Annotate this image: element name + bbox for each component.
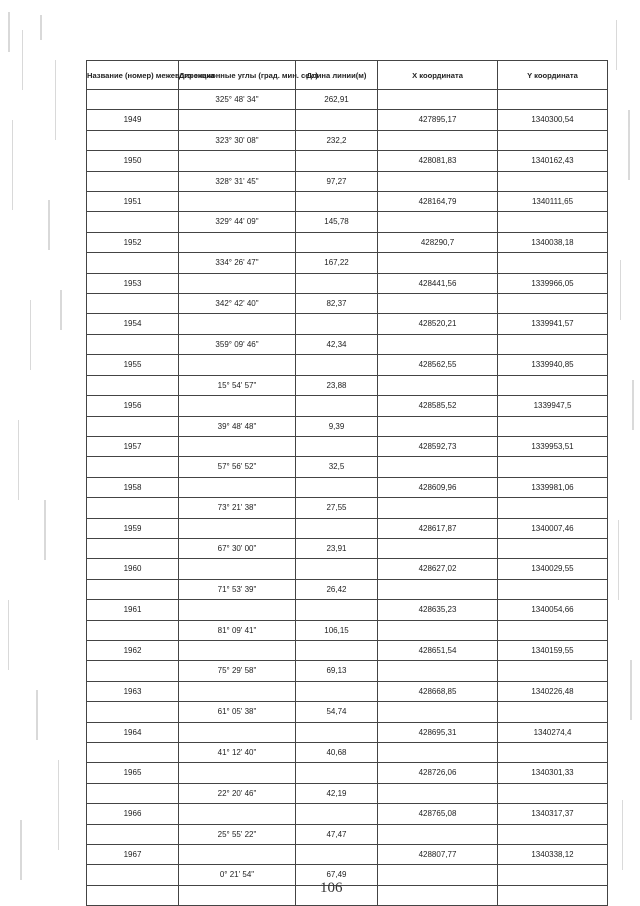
segment-row xyxy=(87,538,608,558)
line-length-cell: 47,47 xyxy=(296,824,378,844)
segment-row xyxy=(87,783,608,803)
line-length-cell-empty xyxy=(296,436,378,456)
x-coordinate-cell: 427895,17 xyxy=(378,110,498,130)
mark-name-cell-empty xyxy=(87,579,179,599)
mark-name-cell-empty xyxy=(87,620,179,640)
mark-name-cell: 1960 xyxy=(87,559,179,579)
table-header-row xyxy=(87,61,608,90)
x-coordinate-cell-empty xyxy=(378,865,498,885)
mark-name-cell-empty xyxy=(87,212,179,232)
table-row xyxy=(87,885,608,905)
y-coordinate-cell: 1340029,55 xyxy=(498,559,608,579)
line-length-cell: 262,91 xyxy=(296,90,378,110)
direction-angle-cell: 323° 30' 08" xyxy=(179,130,296,150)
y-coordinate-cell-empty xyxy=(498,579,608,599)
direction-angle-cell: 81° 09' 41" xyxy=(179,620,296,640)
direction-angle-cell: 75° 29' 58" xyxy=(179,661,296,681)
x-coordinate-cell-empty xyxy=(378,294,498,314)
line-length-cell-empty xyxy=(296,314,378,334)
mark-name-cell: 1961 xyxy=(87,600,179,620)
mark-name-cell: 1953 xyxy=(87,273,179,293)
table-row xyxy=(87,640,608,660)
direction-angle-cell: 22° 20' 46" xyxy=(179,783,296,803)
y-coordinate-cell: 1340301,33 xyxy=(498,763,608,783)
line-length-cell: 9,39 xyxy=(296,416,378,436)
mark-name-cell: 1967 xyxy=(87,845,179,865)
header-x-coordinate: Х координата xyxy=(378,61,498,90)
line-length-cell: 232,2 xyxy=(296,130,378,150)
x-coordinate-cell-empty xyxy=(378,375,498,395)
direction-angle-cell: 15° 54' 57" xyxy=(179,375,296,395)
line-length-cell-empty xyxy=(296,151,378,171)
y-coordinate-cell-empty xyxy=(498,824,608,844)
x-coordinate-cell: 428592,73 xyxy=(378,436,498,456)
mark-name-cell-empty xyxy=(87,702,179,722)
mark-name-cell: 1957 xyxy=(87,436,179,456)
table-row xyxy=(87,273,608,293)
segment-row xyxy=(87,824,608,844)
segment-row xyxy=(87,253,608,273)
direction-angle-cell-empty xyxy=(179,110,296,130)
line-length-cell: 27,55 xyxy=(296,498,378,518)
direction-angle-cell: 328° 31' 45" xyxy=(179,171,296,191)
y-coordinate-cell-empty xyxy=(498,661,608,681)
line-length-cell: 97,27 xyxy=(296,171,378,191)
x-coordinate-cell: 428441,56 xyxy=(378,273,498,293)
y-coordinate-cell xyxy=(498,885,608,905)
mark-name-cell-empty xyxy=(87,171,179,191)
table-row xyxy=(87,90,608,110)
line-length-cell-empty xyxy=(296,845,378,865)
mark-name-cell: 1955 xyxy=(87,355,179,375)
direction-angle-cell-empty xyxy=(179,436,296,456)
y-coordinate-cell: 1340274,4 xyxy=(498,722,608,742)
x-coordinate-cell: 428807,77 xyxy=(378,845,498,865)
table-row xyxy=(87,110,608,130)
mark-name-cell-empty xyxy=(87,375,179,395)
boundary-marks-table xyxy=(86,60,608,906)
direction-angle-cell: 61° 05' 38" xyxy=(179,702,296,722)
segment-row xyxy=(87,865,608,885)
x-coordinate-cell-empty xyxy=(378,498,498,518)
line-length-cell-empty xyxy=(296,110,378,130)
x-coordinate-cell: 428562,55 xyxy=(378,355,498,375)
x-coordinate-cell-empty xyxy=(378,457,498,477)
mark-name-cell-empty xyxy=(87,661,179,681)
direction-angle-cell: 325° 48' 34" xyxy=(179,90,296,110)
table-row xyxy=(87,763,608,783)
direction-angle-cell-empty xyxy=(179,722,296,742)
table-row xyxy=(87,845,608,865)
direction-angle-cell: 359° 09' 46" xyxy=(179,334,296,354)
x-coordinate-cell: 428726,06 xyxy=(378,763,498,783)
y-coordinate-cell: 1340300,54 xyxy=(498,110,608,130)
line-length-cell: 145,78 xyxy=(296,212,378,232)
direction-angle-cell-empty xyxy=(179,314,296,334)
direction-angle-cell-empty xyxy=(179,763,296,783)
segment-row xyxy=(87,743,608,763)
direction-angle-cell-empty xyxy=(179,600,296,620)
line-length-cell-empty xyxy=(296,559,378,579)
mark-name-cell: 1965 xyxy=(87,763,179,783)
line-length-cell: 23,91 xyxy=(296,538,378,558)
direction-angle-cell: 73° 21' 38" xyxy=(179,498,296,518)
table-row xyxy=(87,232,608,252)
segment-row xyxy=(87,130,608,150)
y-coordinate-cell: 1340338,12 xyxy=(498,845,608,865)
y-coordinate-cell: 1340038,18 xyxy=(498,232,608,252)
mark-name-cell-empty xyxy=(87,253,179,273)
table-row xyxy=(87,559,608,579)
y-coordinate-cell-empty xyxy=(498,498,608,518)
direction-angle-cell: 342° 42' 40" xyxy=(179,294,296,314)
table-row xyxy=(87,396,608,416)
mark-name-cell-empty xyxy=(87,457,179,477)
x-coordinate-cell-empty xyxy=(378,661,498,681)
mark-name-cell: 1956 xyxy=(87,396,179,416)
direction-angle-cell-empty xyxy=(179,355,296,375)
direction-angle-cell-empty xyxy=(179,681,296,701)
x-coordinate-cell: 428635,23 xyxy=(378,600,498,620)
mark-name-cell xyxy=(87,885,179,905)
segment-row xyxy=(87,498,608,518)
line-length-cell-empty xyxy=(296,600,378,620)
direction-angle-cell: 334° 26' 47" xyxy=(179,253,296,273)
mark-name-cell: 1964 xyxy=(87,722,179,742)
segment-row xyxy=(87,294,608,314)
mark-name-cell: 1949 xyxy=(87,110,179,130)
x-coordinate-cell xyxy=(378,90,498,110)
table-row xyxy=(87,151,608,171)
mark-name-cell-empty xyxy=(87,130,179,150)
line-length-cell: 106,15 xyxy=(296,620,378,640)
direction-angle-cell-empty xyxy=(179,477,296,497)
segment-row xyxy=(87,702,608,722)
table-row xyxy=(87,600,608,620)
direction-angle-cell-empty xyxy=(179,640,296,660)
direction-angle-cell-empty xyxy=(179,273,296,293)
line-length-cell-empty xyxy=(296,232,378,252)
x-coordinate-cell: 428164,79 xyxy=(378,192,498,212)
table-row xyxy=(87,436,608,456)
direction-angle-cell: 329° 44' 09" xyxy=(179,212,296,232)
y-coordinate-cell-empty xyxy=(498,457,608,477)
y-coordinate-cell: 1340159,55 xyxy=(498,640,608,660)
mark-name-cell: 1954 xyxy=(87,314,179,334)
direction-angle-cell: 57° 56' 52" xyxy=(179,457,296,477)
page-number: 106 xyxy=(320,880,343,896)
header-y-coordinate: Y координата xyxy=(498,61,608,90)
mark-name-cell: 1959 xyxy=(87,518,179,538)
direction-angle-cell: 41° 12' 40" xyxy=(179,743,296,763)
mark-name-cell-empty xyxy=(87,783,179,803)
line-length-cell: 167,22 xyxy=(296,253,378,273)
y-coordinate-cell: 1340317,37 xyxy=(498,804,608,824)
mark-name-cell-empty xyxy=(87,538,179,558)
x-coordinate-cell-empty xyxy=(378,212,498,232)
line-length-cell-empty xyxy=(296,477,378,497)
x-coordinate-cell-empty xyxy=(378,171,498,191)
mark-name-cell-empty xyxy=(87,824,179,844)
x-coordinate-cell: 428520,21 xyxy=(378,314,498,334)
mark-name-cell: 1966 xyxy=(87,804,179,824)
x-coordinate-cell-empty xyxy=(378,538,498,558)
y-coordinate-cell: 1340054,66 xyxy=(498,600,608,620)
segment-row xyxy=(87,579,608,599)
direction-angle-cell: 0° 21' 54" xyxy=(179,865,296,885)
direction-angle-cell-empty xyxy=(179,845,296,865)
mark-name-cell-empty xyxy=(87,865,179,885)
y-coordinate-cell xyxy=(498,90,608,110)
y-coordinate-cell-empty xyxy=(498,171,608,191)
y-coordinate-cell: 1339947,5 xyxy=(498,396,608,416)
x-coordinate-cell-empty xyxy=(378,416,498,436)
direction-angle-cell: 67° 30' 00" xyxy=(179,538,296,558)
direction-angle-cell: 71° 53' 39" xyxy=(179,579,296,599)
mark-name-cell: 1950 xyxy=(87,151,179,171)
y-coordinate-cell-empty xyxy=(498,294,608,314)
table-body xyxy=(87,90,608,906)
y-coordinate-cell-empty xyxy=(498,212,608,232)
line-length-cell-empty xyxy=(296,681,378,701)
x-coordinate-cell xyxy=(378,885,498,905)
line-length-cell: 26,42 xyxy=(296,579,378,599)
line-length-cell-empty xyxy=(296,804,378,824)
segment-row xyxy=(87,620,608,640)
x-coordinate-cell: 428585,52 xyxy=(378,396,498,416)
line-length-cell-empty xyxy=(296,722,378,742)
line-length-cell: 42,19 xyxy=(296,783,378,803)
direction-angle-cell-empty xyxy=(179,232,296,252)
table-row xyxy=(87,722,608,742)
x-coordinate-cell-empty xyxy=(378,824,498,844)
direction-angle-cell-empty xyxy=(179,559,296,579)
x-coordinate-cell-empty xyxy=(378,579,498,599)
y-coordinate-cell-empty xyxy=(498,743,608,763)
y-coordinate-cell-empty xyxy=(498,702,608,722)
line-length-cell-empty xyxy=(296,640,378,660)
line-length-cell-empty xyxy=(296,518,378,538)
x-coordinate-cell-empty xyxy=(378,130,498,150)
direction-angle-cell-empty xyxy=(179,518,296,538)
y-coordinate-cell: 1339966,05 xyxy=(498,273,608,293)
header-direction-angle: Дирекционные углы (град. мин. сек.) xyxy=(179,61,296,90)
mark-name-cell-empty xyxy=(87,334,179,354)
mark-name-cell-empty xyxy=(87,498,179,518)
line-length-cell: 54,74 xyxy=(296,702,378,722)
y-coordinate-cell: 1340111,65 xyxy=(498,192,608,212)
line-length-cell: 67,49 xyxy=(296,865,378,885)
direction-angle-cell-empty xyxy=(179,885,296,905)
scan-noise-left xyxy=(0,0,78,905)
y-coordinate-cell-empty xyxy=(498,334,608,354)
mark-name-cell-empty xyxy=(87,294,179,314)
line-length-cell: 82,37 xyxy=(296,294,378,314)
segment-row xyxy=(87,661,608,681)
line-length-cell: 69,13 xyxy=(296,661,378,681)
y-coordinate-cell: 1340226,48 xyxy=(498,681,608,701)
direction-angle-cell: 39° 48' 48" xyxy=(179,416,296,436)
y-coordinate-cell-empty xyxy=(498,783,608,803)
y-coordinate-cell: 1339953,51 xyxy=(498,436,608,456)
mark-name-cell: 1951 xyxy=(87,192,179,212)
mark-name-cell-empty xyxy=(87,743,179,763)
x-coordinate-cell-empty xyxy=(378,334,498,354)
y-coordinate-cell-empty xyxy=(498,620,608,640)
line-length-cell: 42,34 xyxy=(296,334,378,354)
y-coordinate-cell: 1339981,06 xyxy=(498,477,608,497)
scan-noise-right xyxy=(610,0,640,905)
y-coordinate-cell-empty xyxy=(498,538,608,558)
mark-name-cell: 1963 xyxy=(87,681,179,701)
line-length-cell: 40,68 xyxy=(296,743,378,763)
x-coordinate-cell-empty xyxy=(378,743,498,763)
line-length-cell-empty xyxy=(296,396,378,416)
x-coordinate-cell-empty xyxy=(378,702,498,722)
direction-angle-cell-empty xyxy=(179,192,296,212)
y-coordinate-cell-empty xyxy=(498,130,608,150)
table-row xyxy=(87,518,608,538)
mark-name-cell: 1958 xyxy=(87,477,179,497)
x-coordinate-cell: 428695,31 xyxy=(378,722,498,742)
y-coordinate-cell: 1339940,85 xyxy=(498,355,608,375)
table-row xyxy=(87,192,608,212)
direction-angle-cell-empty xyxy=(179,396,296,416)
x-coordinate-cell: 428765,08 xyxy=(378,804,498,824)
x-coordinate-cell: 428627,02 xyxy=(378,559,498,579)
y-coordinate-cell: 1339941,57 xyxy=(498,314,608,334)
line-length-cell: 23,88 xyxy=(296,375,378,395)
table-row xyxy=(87,477,608,497)
line-length-cell: 32,5 xyxy=(296,457,378,477)
x-coordinate-cell-empty xyxy=(378,620,498,640)
x-coordinate-cell: 428081,83 xyxy=(378,151,498,171)
segment-row xyxy=(87,212,608,232)
x-coordinate-cell: 428668,85 xyxy=(378,681,498,701)
direction-angle-cell-empty xyxy=(179,151,296,171)
header-line-length: Длина линии(м) xyxy=(296,61,378,90)
table-row xyxy=(87,314,608,334)
x-coordinate-cell: 428609,96 xyxy=(378,477,498,497)
y-coordinate-cell-empty xyxy=(498,416,608,436)
mark-name-cell-empty xyxy=(87,416,179,436)
y-coordinate-cell: 1340007,46 xyxy=(498,518,608,538)
mark-name-cell: 1952 xyxy=(87,232,179,252)
table-row xyxy=(87,681,608,701)
y-coordinate-cell-empty xyxy=(498,253,608,273)
x-coordinate-cell-empty xyxy=(378,783,498,803)
segment-row xyxy=(87,416,608,436)
table-row xyxy=(87,355,608,375)
segment-row xyxy=(87,457,608,477)
line-length-cell-empty xyxy=(296,355,378,375)
line-length-cell-empty xyxy=(296,763,378,783)
direction-angle-cell-empty xyxy=(179,804,296,824)
y-coordinate-cell-empty xyxy=(498,375,608,395)
segment-row xyxy=(87,171,608,191)
x-coordinate-cell: 428617,87 xyxy=(378,518,498,538)
x-coordinate-cell-empty xyxy=(378,253,498,273)
line-length-cell-empty xyxy=(296,273,378,293)
mark-name-cell: 1962 xyxy=(87,640,179,660)
header-mark-name: Название (номер) межевого знака xyxy=(87,61,179,90)
segment-row xyxy=(87,375,608,395)
x-coordinate-cell: 428651,54 xyxy=(378,640,498,660)
table-row xyxy=(87,804,608,824)
line-length-cell-empty xyxy=(296,192,378,212)
y-coordinate-cell: 1340162,43 xyxy=(498,151,608,171)
mark-name-cell xyxy=(87,90,179,110)
segment-row xyxy=(87,334,608,354)
direction-angle-cell: 25° 55' 22" xyxy=(179,824,296,844)
x-coordinate-cell: 428290,7 xyxy=(378,232,498,252)
y-coordinate-cell-empty xyxy=(498,865,608,885)
